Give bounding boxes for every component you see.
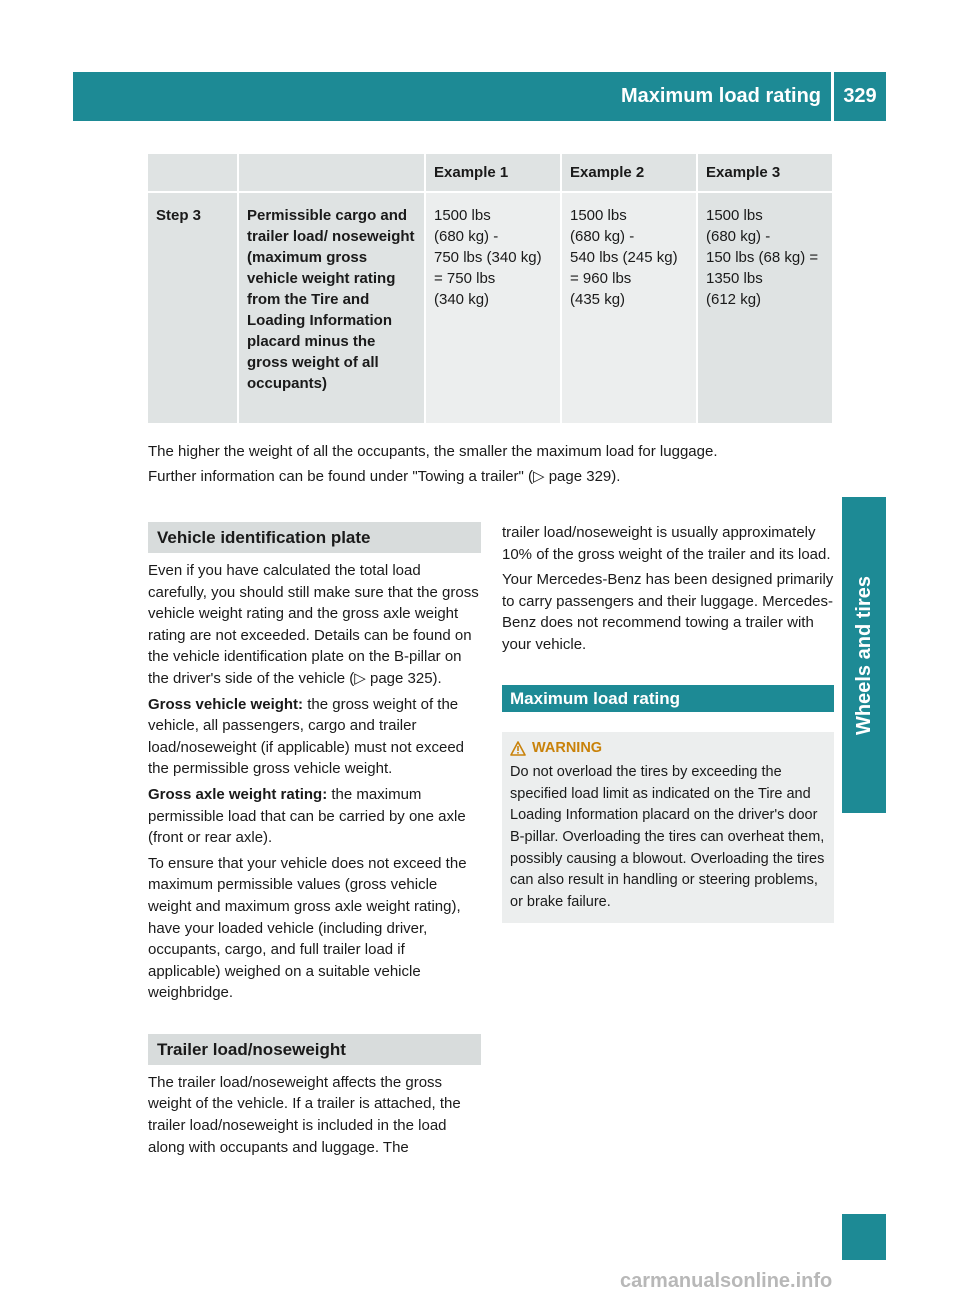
page-number: 329 <box>843 85 877 107</box>
warning-triangle-icon <box>510 741 526 756</box>
warning-label: WARNING <box>532 739 603 756</box>
example3-value: 1500 lbs (680 kg) - 150 lbs (68 kg) = 1350 lbs (612 kg) <box>697 192 833 423</box>
table-header-example3: Example 3 <box>697 154 833 192</box>
header-title: Maximum load rating <box>620 85 821 107</box>
warning-text: Do not overload the tires by exceeding the specified load limit as indicated on the Tire and Loading Information placard on the driver's door B-pillar. Overloading the tires can overheat them, possibly causing a blowout. Overloading the tires can also result in handling or steering problems, or brake failure. <box>510 764 825 910</box>
step-description: Permissible cargo and trailer load/ noseweight (maximum gross vehicle weight rating from the Tire and Loading Information placard minus the gross weight of all occupants) <box>238 192 425 423</box>
chapter-tab-label: Wheels and tires <box>852 575 875 735</box>
warning-header <box>510 738 828 760</box>
trailer-continued-paragraph: trailer load/noseweight is usually approximately 10% of the gross weight of the trailer and its load. <box>502 524 831 563</box>
gawr-text: the maximum permissible load that can be carried by one axle (front or rear axle). <box>148 785 466 847</box>
table-header-cell <box>148 154 238 192</box>
page-header <box>73 72 886 121</box>
gvw-term: Gross vehicle weight: <box>148 695 304 713</box>
right-column <box>502 522 834 923</box>
max-load-heading: Maximum load rating <box>502 685 834 712</box>
load-table <box>148 154 834 423</box>
chapter-marker <box>842 1214 886 1260</box>
table-header-cell <box>238 154 425 192</box>
towing-paragraph: Your Mercedes-Benz has been designed primarily to carry passengers and their luggage. Mercedes-Benz does not recommend towing a trailer with your vehicle. <box>502 571 834 653</box>
step-label: Step 3 <box>148 192 238 423</box>
table-header-example2: Example 2 <box>561 154 697 192</box>
example2-value: 1500 lbs (680 kg) - 540 lbs (245 kg) = 960 lbs (435 kg) <box>561 192 697 423</box>
gvw-text: the gross weight of the vehicle, all passengers, cargo and trailer load/noseweight (if applicable) must not exceed the permissible gross vehicle weight. <box>148 695 465 778</box>
weighbridge-paragraph: To ensure that your vehicle does not exceed the maximum permissible values (gross vehicle weight and maximum gross axle weight rating), have your loaded vehicle (including driver, occupants, cargo, and full trailer load if applicable) weighed on a suitable vehicle weighbridge. <box>148 854 467 1002</box>
intro-paragraph-1: The higher the weight of all the occupants, the smaller the maximum load for luggage. <box>148 443 718 460</box>
vip-heading: Vehicle identification plate <box>148 522 481 553</box>
left-column <box>148 522 481 1162</box>
table-row <box>148 192 833 423</box>
table-header-row <box>148 154 833 192</box>
gawr-paragraph <box>148 784 481 849</box>
trailer-paragraph: The trailer load/noseweight affects the gross weight of the vehicle. If a trailer is attached, the trailer load/noseweight is included in the load along with occupants and luggage. The <box>148 1073 461 1156</box>
vip-paragraph: Even if you have calculated the total load carefully, you should still make sure that the gross vehicle weight rating and the gross axle weight rating are not exceeded. Details can be found on the vehicle identification plate on the B-pillar on the driver's side of the vehicle (▷ page 325). <box>148 562 479 687</box>
intro-paragraph-2: Further information can be found under "Towing a trailer" (▷ page 329). <box>148 468 621 485</box>
gvw-paragraph <box>148 694 481 780</box>
watermark: carmanualsonline.info <box>620 1270 833 1292</box>
warning-box <box>502 732 834 924</box>
chapter-tab <box>842 497 886 813</box>
example1-value: 1500 lbs (680 kg) - 750 lbs (340 kg) = 750 lbs (340 kg) <box>425 192 561 423</box>
table-header-example1: Example 1 <box>425 154 561 192</box>
gawr-term: Gross axle weight rating: <box>148 785 328 803</box>
trailer-heading: Trailer load/noseweight <box>148 1034 481 1065</box>
